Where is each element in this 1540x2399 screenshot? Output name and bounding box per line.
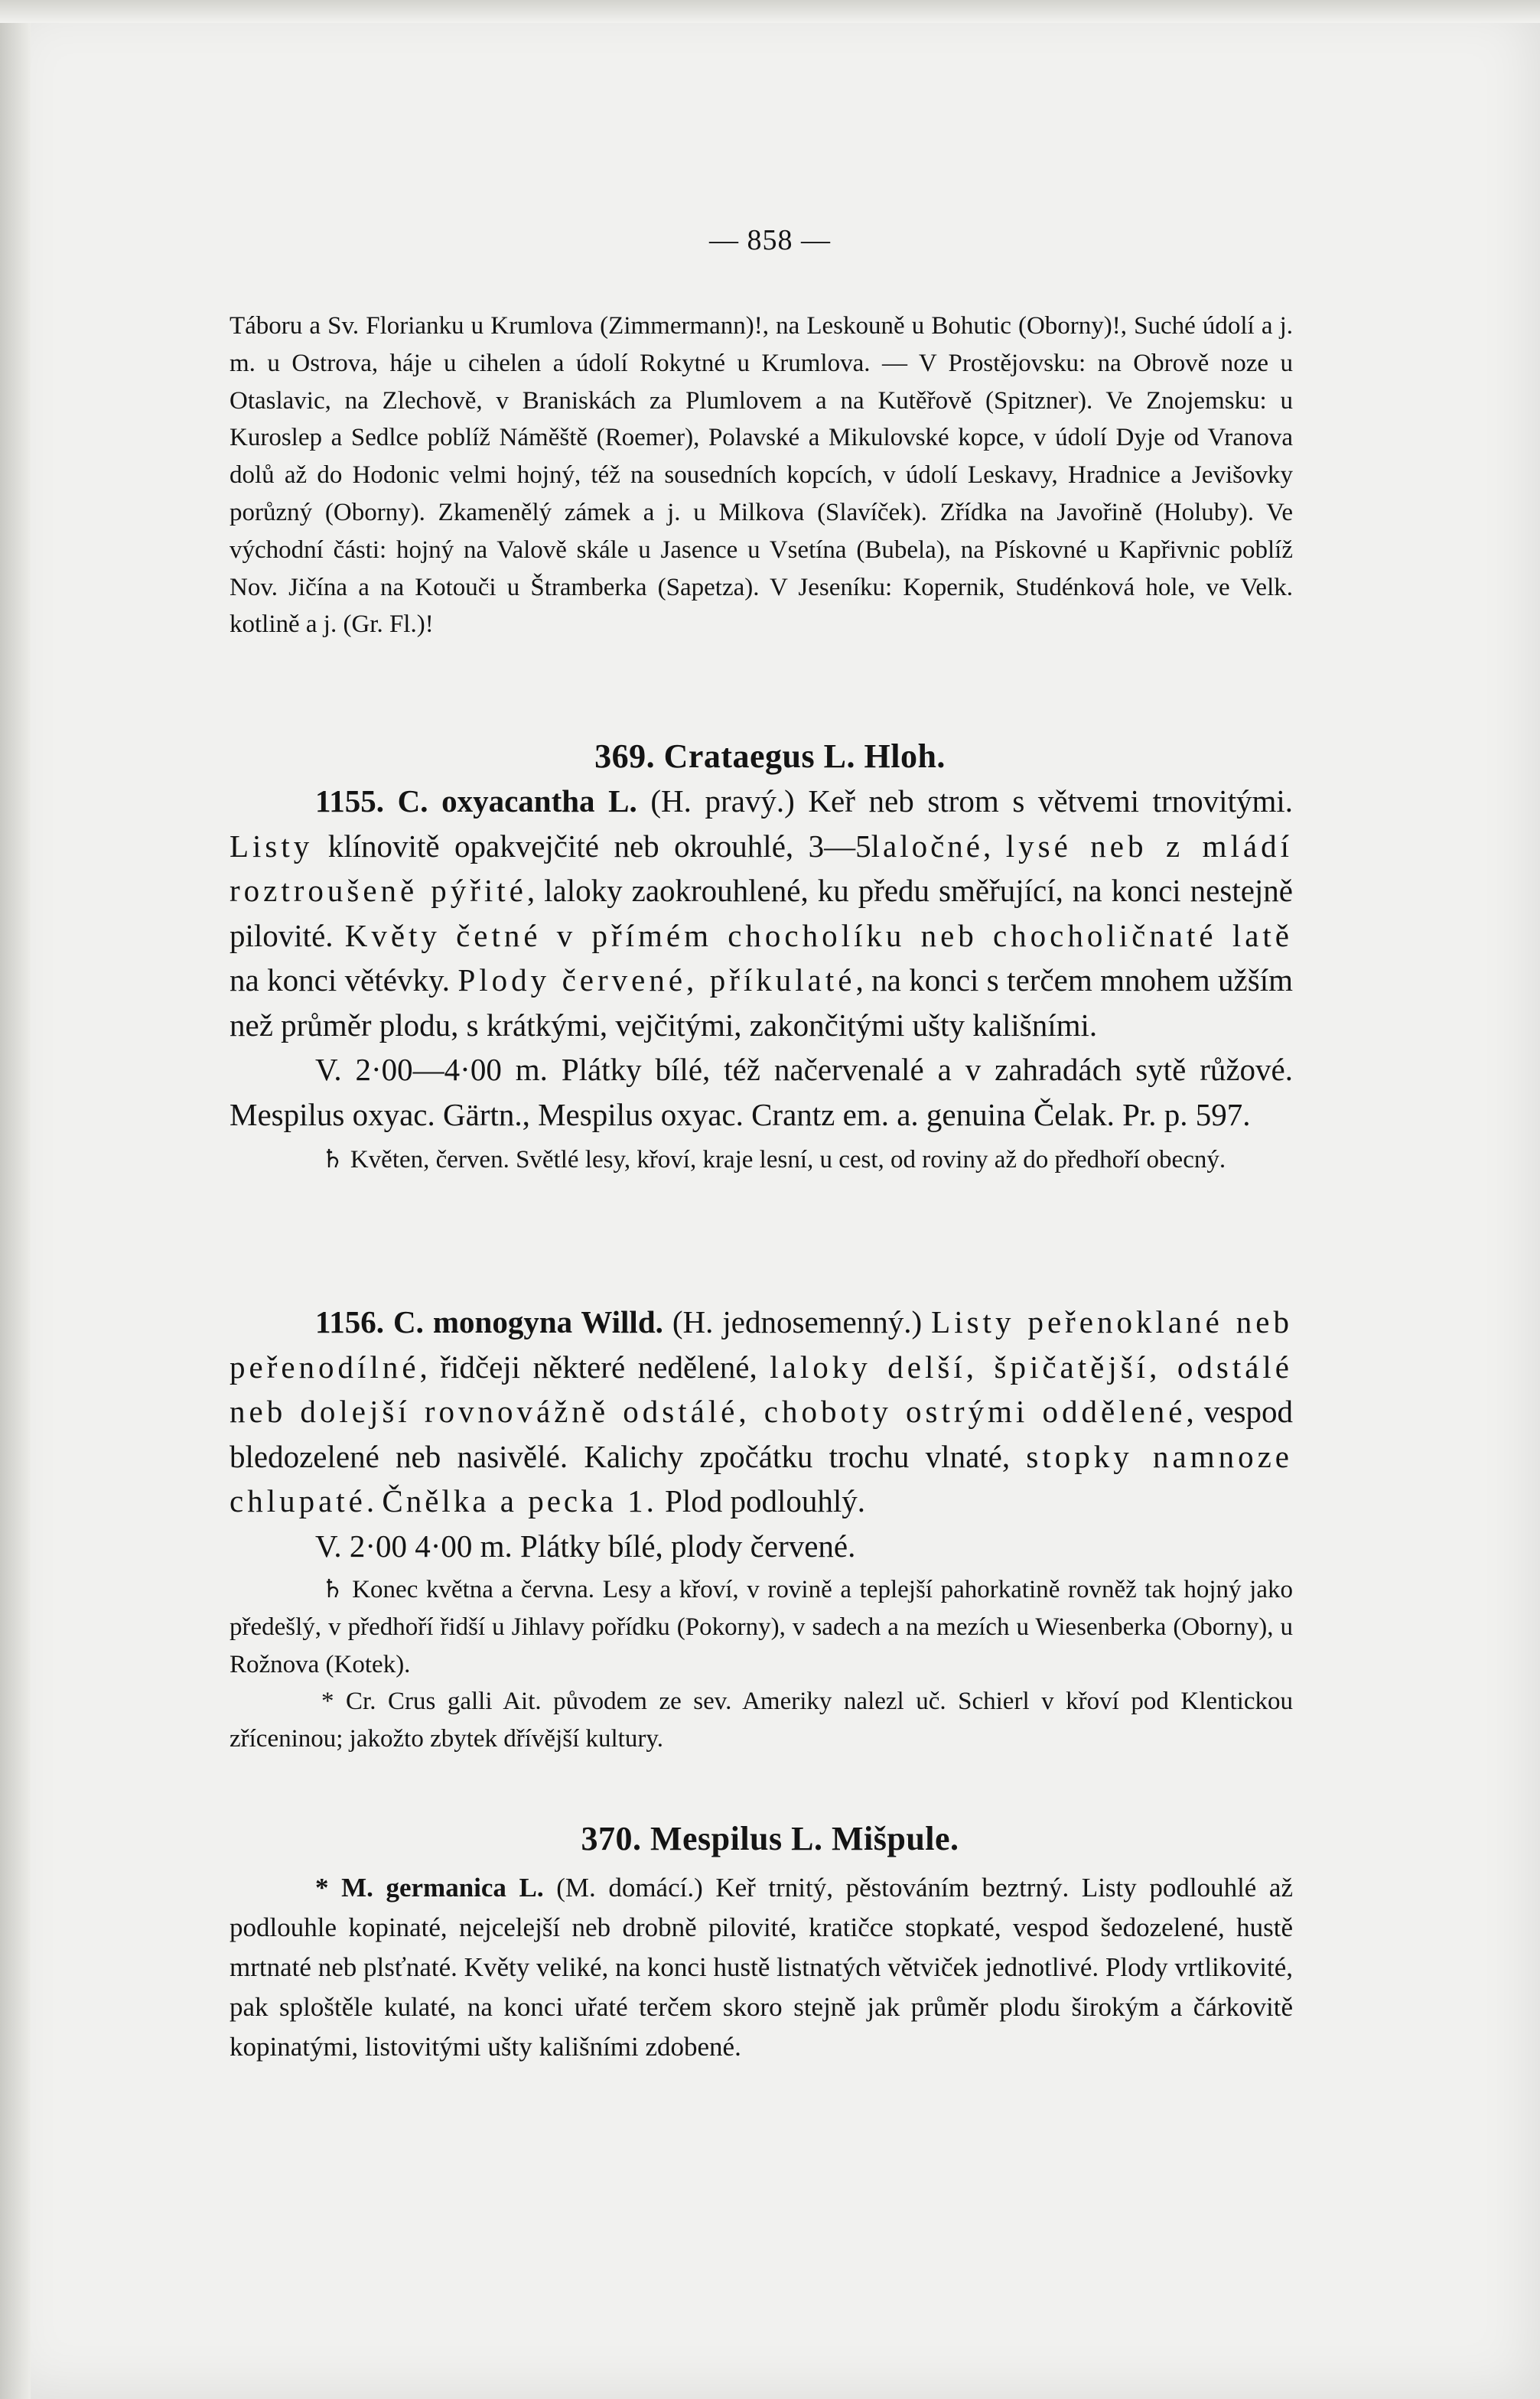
- page-edge-shadow-left: [0, 0, 31, 2399]
- species-1155-leaves-text-1: klínovitě opakvejčité neb okrouhlé, 3—5: [313, 828, 871, 864]
- species-1155-common-name: (H. pravý.) Keř neb strom s větvemi trnovitými.: [637, 783, 1293, 819]
- species-1156-style-label: Čnělka a pecka 1.: [382, 1483, 657, 1518]
- species-1156-text-4: Plod podlouhlý.: [656, 1483, 866, 1518]
- continuation-paragraph: Táboru a Sv. Florianku u Krumlova (Zimmermann)!, na Leskouně u Bohutic (Oborny)!, Suché údolí a j. m. u Ostrova, háje u cihelen a údolí Rokytné u Krumlova. — V Prostějovsku: na Obrově noze u Otaslavic, na Zlechově, v Braniskách za Plumlovem a na Kutěřově (Spitzner). Ve Znojemsku: u Kuroslep a Sedlce poblíž Náměště (Roemer), Polavské a Mikulovské kopce, v údolí Dyje od Vranova dolů až do Hodonic velmi hojný, též na sousedních kopcích, v údolí Leskavy, Hradnice a Jevišovky porůzný (Oborny). Zkamenělý zámek a j. u Milkova (Slavíček). Zřídka na Javořině (Holuby). Ve východní části: hojný na Valově skále u Jasence u Vsetína (Bubela), na Pískovné u Kapřivnic poblíž Nov. Jičína a na Kotouči u Štramberka (Sapetza). V Jeseníku: Kopernik, Studénková hole, ve Velk. kotlině a j. (Gr. Fl.)!: [230, 312, 1293, 639]
- species-1155-flowers-label: Květy četné v přímém chocholíku neb chocholičnaté latě: [344, 917, 1294, 953]
- species-1156-habitat: [230, 1571, 1293, 1683]
- species-1156-note: * Cr. Crus galli Ait. původem ze sev. Ameriky nalezl uč. Schierl v křoví pod Klentickou zříceninou; jakožto zbytek dřívější kultury.: [230, 1688, 1293, 1753]
- species-1156-leaves-label: Listy peřenoklané neb peřenodílné: [230, 1304, 1293, 1385]
- species-1155-block: [230, 779, 1293, 1179]
- species-1156-common-name: (H. jednosemenný.): [663, 1304, 932, 1339]
- species-1156-size-line: V. 2·00 4·00 m. Plátky bílé, plody červené.: [315, 1528, 856, 1564]
- species-1156-description: [230, 1300, 1293, 1524]
- species-1156-block: [230, 1300, 1293, 1758]
- species-1156-text-3: .: [366, 1483, 383, 1518]
- species-1156-habitat-text: Konec května a června. Lesy a křoví, v rovině a teplejší pahorkatině rovněž tak hojný jako předešlý, v předhoří řidší u Jihlavy pořídku (Pokorny), v sadech a na mezích u Wiesenberka (Oborny), u Rožnova (Kotek).: [230, 1576, 1293, 1678]
- species-1155-flowers-text: na konci větévky.: [230, 962, 458, 998]
- species-1155-fruit-text: , na konci s terčem mnohem užším než průměr plodu, s krátkými, vejčitými, zakončitými ušty kališními.: [230, 962, 1293, 1043]
- species-1155-name: 1155. C. oxyacantha L.: [315, 783, 637, 819]
- species-germanica-name: * M. germanica L.: [315, 1873, 544, 1903]
- shrub-symbol-icon: ♄: [321, 1576, 344, 1603]
- species-1156-name: 1156. C. monogyna Willd.: [315, 1304, 663, 1339]
- species-1156-text-2: , vespod bledozelené neb nasivělé. Kalichy zpočátku trochu vlnaté,: [230, 1394, 1293, 1474]
- species-1155-habitat: [230, 1141, 1293, 1179]
- genus-370-heading: 370. Mespilus L. Mišpule.: [581, 1820, 959, 1857]
- species-germanica-block: [230, 1868, 1293, 2067]
- page-edge-shadow-top: [0, 0, 1540, 23]
- genus-369-heading: 369. Crataegus L. Hloh.: [594, 737, 946, 775]
- species-1155-habitat-text: Květen, červen. Světlé lesy, křoví, kraje lesní, u cest, od roviny až do předhoří obecný.: [343, 1146, 1226, 1173]
- species-1155-glabrous-label: lysé neb z mládí roztroušeně pýřité: [230, 828, 1294, 908]
- species-1155-comma: ,: [983, 828, 1006, 864]
- species-1156-lobes-label: laloky delší, špičatější, odstálé neb dolejší rovnovážně odstálé, choboty ostrými oddělené: [230, 1349, 1293, 1429]
- species-1155-leaves-label: Listy: [230, 828, 314, 864]
- species-1155-leaves-text-2: , laloky zaokrouhlené, ku předu směřující, na konci nestejně pilovité.: [230, 873, 1293, 953]
- species-germanica-description: [230, 1868, 1293, 2067]
- shrub-symbol-icon: ♄: [321, 1146, 344, 1173]
- species-1156-stalks-label: stopky namnoze chlupaté: [230, 1438, 1293, 1518]
- species-1155-size-line: V. 2·00—4·00 m. Plátky bílé, též načervenalé a v zahradách sytě růžové. Mespilus oxyac. Gärtn., Mespilus oxyac. Crantz em. a. genuina Čelak. Pr. p. 597.: [230, 1052, 1293, 1132]
- species-1155-fruit-label: Plody červené, příkulaté: [457, 962, 856, 998]
- species-germanica-text: (M. domácí.) Keř trnitý, pěstováním beztrný. Listy podlouhlé až podlouhle kopinaté, nejcelejší neb drobně pilovité, kratičce stopkaté, vespod šedozelené, hustě mrtnaté neb plsťnaté. Květy veliké, na konci hustě listnatých větviček jednotlivé. Plody vrtlikovité, pak sploštěle kulaté, na konci uřaté terčem skoro stejně jak průměr plodu širokým a čárkovitě kopinatými, listovitými ušty kališními zdobené.: [230, 1873, 1293, 2062]
- species-1155-description: [230, 779, 1293, 1047]
- species-1156-text-1: , řidčeji některé nedělené,: [419, 1349, 770, 1385]
- page-number: — 858 —: [709, 224, 831, 256]
- species-1155-lobed: laločné: [871, 828, 984, 864]
- continuation-block: [230, 308, 1293, 643]
